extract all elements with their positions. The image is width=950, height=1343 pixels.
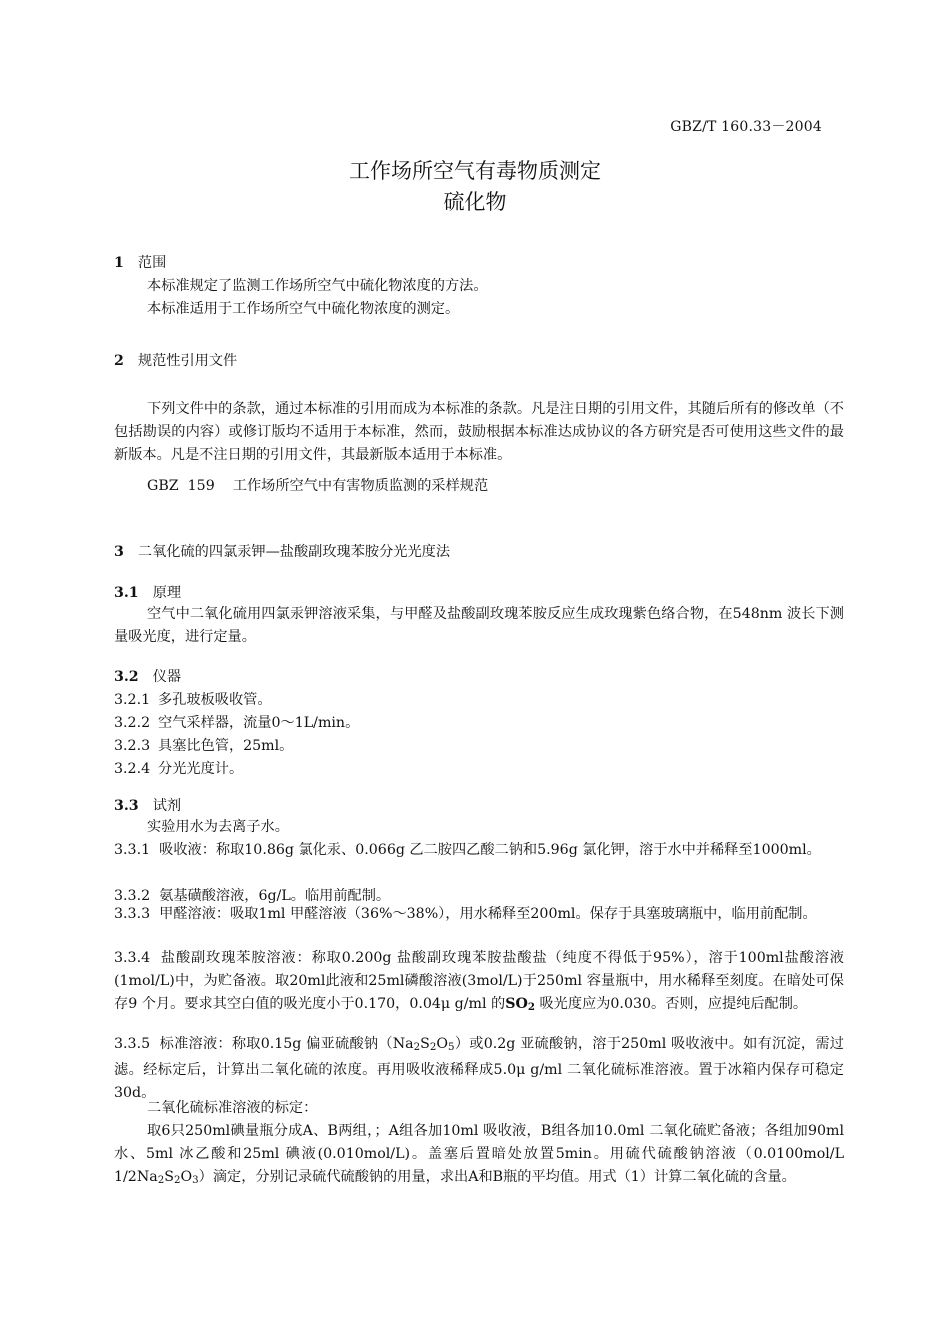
instrument-item	[114, 735, 844, 758]
reagent-3-3-1	[114, 839, 844, 862]
item-number: 3.3.3	[114, 906, 151, 922]
section-number: 3.3	[114, 798, 139, 814]
reagent-intro: 实验用水为去离子水。	[147, 819, 289, 835]
section-number: 1	[114, 255, 124, 271]
section-title: 二氧化硫的四氯汞钾—盐酸副玫瑰苯胺分光光度法	[137, 544, 451, 560]
item-number: 3.3.4	[114, 950, 151, 966]
instrument-item	[114, 758, 844, 781]
item-text: 空气采样器，流量0～1L/min。	[158, 715, 360, 731]
principle-paragraph: 空气中二氧化硫用四氯汞钾溶液采集，与甲醛及盐酸副玫瑰苯胺反应生成玫瑰紫色络合物，在548nm 波长下测量吸光度，进行定量。	[114, 606, 844, 645]
section-title: 试剂	[152, 798, 182, 814]
standard-code: GBZ/T 160.33－2004	[670, 119, 822, 135]
reagent-3-3-4	[114, 947, 844, 1019]
section-number: 3.1	[114, 585, 139, 601]
instrument-item	[114, 712, 844, 735]
so2-formula: SO2	[505, 996, 535, 1013]
section-2-paragraph: 下列文件中的条款，通过本标准的引用而成为本标准的条款。凡是注日期的引用文件，其随后所有的修改单（不包括勘误的内容）或修订版均不适用于本标准，然而，鼓励根据本标准达成协议的各方研究是否可使用这些文件的最新版本。凡是不注日期的引用文件，其最新版本适用于本标准。	[114, 401, 844, 463]
item-text: 盐酸副玫瑰苯胺溶液：称取0.200g 盐酸副玫瑰苯胺盐酸盐（纯度不得低于95%），溶于100ml盐酸溶液(1mol/L)中，为贮备液。取20ml此液和25ml磷酸溶液(3mol/L)于250ml 容量瓶中，用水稀释至刻度。在暗处可保存9 个月。要求其空白值的吸光度小于0.170，0.04μ g/ml 的	[114, 950, 844, 1012]
item-number: 3.3.2	[114, 888, 151, 904]
item-text-continued: 吸光度应为0.030。否则，应提纯后配制。	[539, 996, 808, 1012]
item-text: 甲醛溶液：吸取1ml 甲醛溶液（36%～38%），用水稀释至200ml。保存于具塞玻璃瓶中，临用前配制。	[159, 906, 817, 922]
item-number: 3.2.1	[114, 692, 151, 708]
item-text: 多孔玻板吸收管。	[158, 692, 272, 708]
document-title: 工作场所空气有毒物质测定	[349, 159, 601, 183]
reagent-3-3-5: 3.3.5 标准溶液：称取0.15g 偏亚硫酸钠（Na2S2O5）或0.2g 亚硫酸钠，溶于250ml 吸收液中。如有沉淀，需过滤。经标定后，计算出二氧化硫的浓度。再用吸收液稀释成5.0μ g/ml 二氧化硫标准溶液。置于冰箱内保存可稳定30d。	[114, 1036, 844, 1101]
section-title: 仪器	[152, 669, 182, 685]
reagent-3-3-3	[114, 903, 844, 926]
item-number: 3.3.1	[114, 842, 151, 858]
item-text: 吸收液：称取10.86g 氯化汞、0.066g 乙二胺四乙酸二钠和5.96g 氯化钾，溶于水中并稀释至1000ml。	[159, 842, 821, 858]
section-number: 3	[114, 544, 124, 560]
section-1-heading	[114, 252, 844, 275]
section-title: 原理	[152, 585, 182, 601]
section-3-1-heading	[114, 582, 844, 605]
section-1-paragraph-2: 本标准适用于工作场所空气中硫化物浓度的测定。	[147, 301, 460, 317]
item-number: 3.3.5	[114, 1036, 151, 1052]
item-number: 3.2.4	[114, 761, 151, 777]
section-number: 3.2	[114, 669, 139, 685]
item-number: 3.2.2	[114, 715, 151, 731]
item-number: 3.2.3	[114, 738, 151, 754]
item-text: 具塞比色管，25ml。	[158, 738, 294, 754]
section-3-2-heading	[114, 666, 844, 689]
section-3-heading	[114, 541, 844, 564]
section-3-3-heading	[114, 795, 844, 818]
item-text-continued: ）或0.2g 亚硫酸钠，溶于250ml 吸收液中。如有沉淀，需过滤。经标定后，计算出二氧化硫的浓度。再用吸收液稀释成5.0μ g/ml 二氧化硫标准溶液。置于冰箱内保存可稳定30d。	[114, 1036, 844, 1101]
item-text: 氨基磺酸溶液，6g/L。临用前配制。	[159, 888, 391, 904]
normative-reference: GBZ 159 工作场所空气中有害物质监测的采样规范	[147, 478, 489, 494]
calibration-heading: 二氧化硫标准溶液的标定：	[147, 1100, 318, 1116]
calibration-paragraph: 取6只250ml碘量瓶分成A、B两组，；A组各加10ml 吸收液，B组各加10.0ml 二氧化硫贮备液；各组加90ml 水、5ml 冰乙酸和25ml 碘液(0.010mol/L)。盖塞后置暗处放置5min。用硫代硫酸钠溶液（0.0100mol/L 1/2Na2S2O3）滴定，分别记录硫代硫酸钠的用量，求出A和B瓶的平均值。用式（1）计算二氧化硫的含量。	[114, 1123, 844, 1186]
section-title: 范围	[137, 255, 167, 271]
section-1-paragraph-1: 本标准规定了监测工作场所空气中硫化物浓度的方法。	[147, 278, 488, 294]
instrument-item	[114, 689, 844, 712]
item-text: 标准溶液：称取0.15g 偏亚硫酸钠（Na	[159, 1036, 414, 1052]
section-number: 2	[114, 353, 124, 369]
document-subtitle: 硫化物	[443, 190, 507, 214]
section-2-heading	[114, 350, 844, 373]
item-text: 分光光度计。	[158, 761, 244, 777]
section-title: 规范性引用文件	[137, 353, 238, 369]
